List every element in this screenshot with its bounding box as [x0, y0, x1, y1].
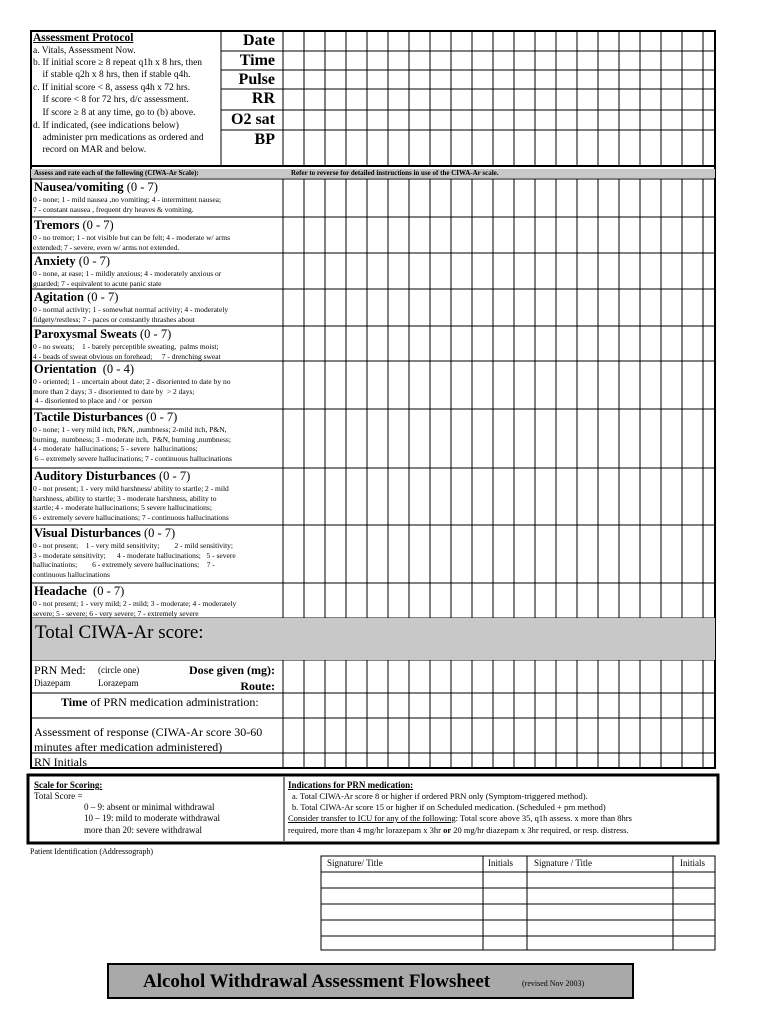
scale-line-0: Total Score = — [34, 791, 83, 801]
ciwa-item-heading — [34, 470, 190, 483]
dose-given-label: Dose given (mg): — [189, 663, 275, 677]
protocol-line: administer prn medications as ordered and — [33, 133, 204, 143]
ciwa-item-descriptor: 6 – extremely severe hallucinations; 7 - continuous hallucinations — [33, 453, 232, 463]
ciwa-item-range: (0 - 7) — [84, 290, 119, 304]
ciwa-item-heading — [34, 527, 175, 540]
sig-header-signature-1: Signature/ Title — [327, 858, 383, 868]
indications-title: Indications for PRN medication: — [288, 780, 414, 790]
ciwa-item-descriptor: 4 - moderate hallucinations; 5 - severe hallucinations; — [33, 444, 198, 453]
prn-time-label — [61, 696, 259, 708]
ciwa-item-descriptor: 3 - moderate sensitivity; 4 - moderate hallucinations; 5 - severe — [33, 550, 236, 560]
indication-c-rest: : Total score above 35, q1h assess. x more than 8hrs — [455, 813, 632, 823]
ciwa-item-heading — [34, 181, 158, 194]
ciwa-item-descriptor: burning, numbness; 3 - moderate itch, P&N, burning ,numbness; — [33, 434, 231, 444]
ciwa-item-name: Tremors — [34, 218, 80, 232]
ciwa-item-heading — [34, 219, 114, 232]
indication-a: a. Total CIWA-Ar score 8 or higher if ordered PRN only (Symptom-triggered method). — [292, 791, 588, 801]
sig-header-initials-2: Initials — [680, 858, 705, 868]
ciwa-item-range: (0 - 4) — [96, 362, 134, 376]
protocol-line: If score ≥ 8 at any time, go to (b) above. — [33, 108, 196, 118]
ciwa-item-descriptor: 0 - not present; 1 - very mild harshness/ ability to startle; 2 - mild — [33, 484, 229, 493]
indication-d — [288, 826, 629, 835]
ciwa-item-heading — [34, 255, 110, 268]
ciwa-item-descriptor: fidgety/restless; 7 - paces or constantly thrashes about — [33, 314, 195, 324]
ciwa-item-range: (0 - 7) — [75, 254, 111, 268]
ciwa-item-descriptor: harshness, ability to startle; 3 - moderate harshness, ability to — [33, 493, 217, 503]
scale-line-3: more than 20: severe withdrawal — [84, 825, 202, 835]
patient-id-label: Patient Identification (Addressograph) — [30, 847, 154, 856]
ciwa-item-descriptor: severe; 5 - severe; 6 - very severe; 7 - extremely severe — [33, 608, 199, 618]
vital-label: O2 sat — [231, 111, 275, 128]
protocol-title: Assessment Protocol — [33, 32, 134, 44]
ciwa-item-name: Visual Disturbances — [34, 526, 141, 540]
assess-header-left: Assess and rate each of the following (CIWA-Ar Scale): — [34, 169, 199, 177]
ciwa-item-descriptor: 0 - none; 1 - mild nausea ,no vomiting; 4 - intermittent nausea; — [33, 195, 222, 204]
ciwa-item-heading — [34, 291, 118, 304]
ciwa-item-descriptor: hallucinations; 6 - extremely severe hallucinations; 7 - — [33, 560, 215, 569]
ciwa-item-descriptor: 4 - disoriented to place and / or person — [33, 396, 153, 405]
vital-label: Time — [239, 52, 275, 69]
ciwa-item-range: (0 - 7) — [140, 526, 176, 540]
vital-label: Pulse — [238, 71, 275, 88]
ciwa-item-range: (0 - 7) — [123, 180, 158, 194]
indication-c-underlined: Consider transfer to ICU for any of the following — [288, 813, 456, 823]
indication-d-post: 20 mg/hr diazepam x 3hr required, or resp. distress. — [451, 825, 629, 835]
sig-header-initials-1: Initials — [488, 858, 513, 868]
ciwa-item-name: Agitation — [34, 290, 84, 304]
route-label: Route: — [240, 679, 275, 693]
total-score-label: Total CIWA-Ar score: — [35, 622, 204, 643]
ciwa-item-name: Auditory Disturbances — [34, 469, 156, 483]
sig-header-signature-2: Signature / Title — [534, 858, 593, 868]
ciwa-item-descriptor: 7 - constant nausea , frequent dry heaves & vomiting. — [33, 204, 194, 214]
prn-med-label: PRN Med: — [34, 663, 86, 677]
ciwa-item-descriptor: 4 - beads of sweat obvious on forehead; 7 - drenching sweat — [33, 351, 221, 361]
protocol-line: b. If initial score ≥ 8 repeat q1h x 8 hrs, then — [33, 58, 203, 68]
protocol-line: If score < 8 for 72 hrs, d/c assessment. — [33, 95, 189, 105]
ciwa-item-descriptor: continuous hallucinations — [33, 569, 110, 579]
ciwa-item-descriptor: 6 - extremely severe hallucinations; 7 - continuous hallucinations — [33, 512, 229, 522]
ciwa-item-name: Paroxysmal Sweats — [34, 327, 137, 341]
footer-revised: (revised Nov 2003) — [522, 979, 585, 988]
ciwa-item-name: Orientation — [34, 362, 97, 376]
scale-title: Scale for Scoring: — [34, 780, 103, 790]
ciwa-item-name: Headache — [34, 584, 87, 598]
protocol-line: c. If initial score < 8, assess q4h x 72 hrs. — [33, 83, 191, 93]
response-line-2: minutes after medication administered) — [34, 740, 223, 754]
ciwa-item-descriptor: startle; 4 - moderate hallucinations; 5 severe hallucinations; — [33, 503, 212, 512]
ciwa-item-descriptor: 0 - no sweats; 1 - barely perceptible sweating, palms moist; — [33, 342, 219, 351]
ciwa-item-descriptor: 0 - not present; 1 - very mild; 2 - mild; 3 - moderate; 4 - moderately — [33, 599, 237, 608]
ciwa-item-heading — [34, 585, 124, 598]
scale-line-1: 0 – 9: absent or minimal withdrawal — [84, 802, 215, 812]
ciwa-item-descriptor: guarded; 7 - equivalent to acute panic state — [33, 278, 162, 288]
ciwa-item-heading — [34, 328, 171, 341]
scale-line-2: 10 – 19: mild to moderate withdrawal — [84, 813, 220, 823]
ciwa-item-range: (0 - 7) — [155, 469, 191, 483]
ciwa-item-range: (0 - 7) — [136, 327, 172, 341]
ciwa-item-descriptor: 0 - none, at ease; 1 - mildly anxious; 4 - moderately anxious or — [33, 269, 222, 278]
assess-header-right: Refer to reverse for detailed instructions in use of the CIWA-Ar scale. — [291, 169, 499, 177]
ciwa-item-descriptor: extended; 7 - severe, even w/ arms not extended. — [33, 242, 180, 252]
indication-d-pre: required, more than 4 mg/hr lorazepam x 3hr — [288, 825, 444, 835]
rn-initials-label: RN Initials — [34, 755, 87, 769]
indication-d-or: or — [443, 825, 452, 835]
protocol-line: if stable q2h x 8 hrs, then if stable q4h. — [33, 70, 191, 80]
ciwa-item-range: (0 - 7) — [142, 410, 178, 424]
protocol-line: a. Vitals, Assessment Now. — [33, 46, 136, 56]
prn-circle-note: (circle one) — [98, 665, 140, 675]
ciwa-item-heading — [34, 363, 134, 376]
ciwa-item-descriptor: 0 - none; 1 - very mild itch, P&N, ,numbness; 2-mild itch, P&N, — [33, 425, 227, 434]
prn-drug-diazepam[interactable]: Diazepam — [34, 678, 71, 688]
protocol-line: d. If indicated, (see indications below) — [33, 121, 179, 131]
vital-label: BP — [254, 131, 275, 148]
prn-time-bold: Time — [61, 695, 88, 709]
ciwa-item-range: (0 - 7) — [79, 218, 114, 232]
ciwa-item-name: Anxiety — [34, 254, 76, 268]
vital-label: RR — [251, 90, 275, 107]
ciwa-item-descriptor: 0 - not present; 1 - very mild sensitivity; 2 - mild sensitivity; — [33, 541, 233, 550]
protocol-line: record on MAR and below. — [33, 145, 147, 155]
prn-time-rest: of PRN medication administration: — [87, 695, 259, 709]
indication-b: b. Total CIWA-Ar score 15 or higher if on Scheduled medication. (Scheduled + prn method) — [292, 802, 606, 812]
ciwa-item-range: (0 - 7) — [86, 584, 125, 598]
response-line-1: Assessment of response (CIWA-Ar score 30-60 — [34, 725, 263, 739]
footer-title: Alcohol Withdrawal Assessment Flowsheet — [143, 971, 491, 992]
ciwa-item-heading — [34, 411, 177, 424]
prn-drug-lorazepam[interactable]: Lorazepam — [98, 678, 139, 688]
vital-label: Date — [243, 32, 275, 49]
indication-c — [288, 814, 632, 823]
ciwa-item-descriptor: 0 - no tremor; 1 - not visible but can be felt; 4 - moderate w/ arms — [33, 233, 231, 242]
ciwa-item-name: Nausea/vomiting — [34, 180, 124, 194]
ciwa-item-descriptor: more than 2 days; 3 - disoriented to date by > 2 days; — [33, 386, 195, 396]
ciwa-item-descriptor: 0 - oriented; 1 - uncertain about date; 2 - disoriented to date by no — [33, 377, 231, 386]
ciwa-item-descriptor: 0 - normal activity; 1 - somewhat normal activity; 4 - moderately — [33, 305, 229, 314]
ciwa-item-name: Tactile Disturbances — [34, 410, 143, 424]
